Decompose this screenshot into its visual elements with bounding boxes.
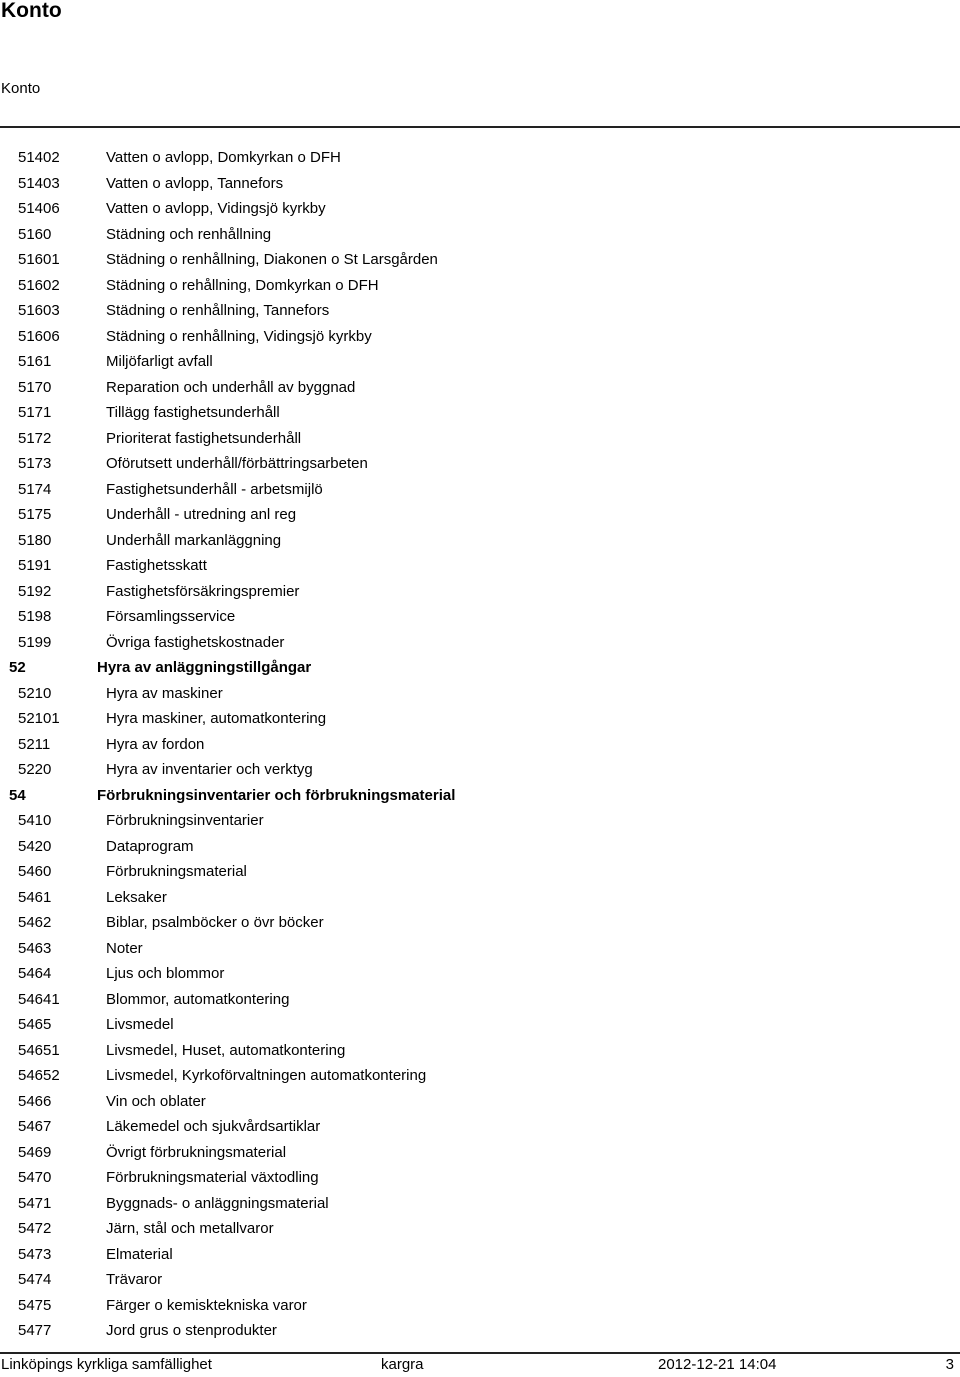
- page-title: Konto: [1, 0, 62, 22]
- account-row: [0, 1063, 960, 1089]
- account-code: 51606: [18, 327, 60, 345]
- account-row: [0, 1267, 960, 1293]
- account-description: Livsmedel, Huset, automatkontering: [106, 1041, 346, 1059]
- account-row: [0, 273, 960, 299]
- account-code: 5470: [18, 1169, 52, 1186]
- account-description: Leksaker: [106, 888, 167, 906]
- account-row: [0, 910, 960, 936]
- account-description: Fastighetsförsäkringspremier: [106, 582, 300, 600]
- account-row: [0, 426, 960, 452]
- account-group-row: [0, 783, 960, 809]
- footer-timestamp: 2012-12-21 14:04: [658, 1356, 777, 1373]
- account-code: 5461: [18, 888, 52, 906]
- account-code: 5192: [18, 582, 52, 600]
- account-description: Miljöfarligt avfall: [106, 353, 213, 370]
- account-row: [0, 1140, 960, 1166]
- account-description: Fastighetsunderhåll - arbetsmijlö: [106, 480, 323, 498]
- account-row: [0, 171, 960, 197]
- account-code: 51601: [18, 251, 60, 268]
- account-description: Förbrukningsmaterial växtodling: [106, 1169, 319, 1186]
- account-code: 52: [9, 659, 26, 676]
- account-description: Livsmedel, Kyrkoförvaltningen automatkontering: [106, 1067, 427, 1084]
- account-row: [0, 375, 960, 401]
- account-code: 52101: [18, 710, 60, 727]
- account-row: [0, 324, 960, 350]
- account-row: [0, 222, 960, 248]
- account-row: [0, 1242, 960, 1268]
- account-row: [0, 502, 960, 528]
- account-code: 5467: [18, 1118, 52, 1135]
- account-code: 5474: [18, 1271, 52, 1288]
- account-row: [0, 1191, 960, 1217]
- account-description: Byggnads- o anläggningsmaterial: [106, 1194, 329, 1212]
- account-row: [0, 451, 960, 477]
- account-row: [0, 1114, 960, 1140]
- account-description: Vatten o avlopp, Domkyrkan o DFH: [106, 149, 341, 166]
- account-row: [0, 579, 960, 605]
- account-description: Hyra av inventarier och verktyg: [106, 761, 313, 778]
- account-row: [0, 1012, 960, 1038]
- account-group-row: [0, 655, 960, 681]
- account-description: Livsmedel: [106, 1016, 174, 1033]
- account-code: 5463: [18, 939, 52, 957]
- footer-page-number: 3: [945, 1356, 954, 1373]
- account-row: [0, 1165, 960, 1191]
- account-code: 5220: [18, 761, 52, 778]
- account-code: 5462: [18, 914, 52, 931]
- account-code: 5410: [18, 812, 52, 829]
- account-row: [0, 808, 960, 834]
- account-description: Järn, stål och metallvaror: [106, 1220, 274, 1237]
- account-code: 5465: [18, 1016, 52, 1033]
- account-description: Vatten o avlopp, Tannefors: [106, 174, 284, 192]
- account-row: [0, 528, 960, 554]
- account-code: 5173: [18, 455, 52, 472]
- account-row: [0, 987, 960, 1013]
- account-description: Förbrukningsinventarier: [106, 812, 264, 829]
- account-description: Hyra av maskiner: [106, 684, 223, 702]
- account-row: [0, 604, 960, 630]
- account-description: Jord grus o stenprodukter: [106, 1322, 277, 1339]
- footer-divider: [0, 1352, 960, 1354]
- account-row: [0, 732, 960, 758]
- account-row: [0, 1089, 960, 1115]
- account-row: [0, 757, 960, 783]
- account-description: Städning o renhållning, Diakonen o St Larsgården: [106, 251, 438, 268]
- account-code: 54: [9, 786, 26, 804]
- account-code: 54652: [18, 1067, 60, 1084]
- account-code: 51602: [18, 276, 60, 294]
- account-description: Hyra maskiner, automatkontering: [106, 710, 327, 727]
- account-code: 51402: [18, 149, 60, 166]
- account-code: 5171: [18, 404, 52, 421]
- account-description: Vin och oblater: [106, 1092, 206, 1110]
- account-code: 5477: [18, 1322, 52, 1339]
- account-code: 51603: [18, 302, 60, 319]
- account-description: Förbrukningsinventarier och förbrukningsmaterial: [97, 786, 456, 804]
- account-description: Städning o rehållning, Domkyrkan o DFH: [106, 276, 379, 294]
- account-description: Prioriterat fastighetsunderhåll: [106, 429, 302, 447]
- account-row: [0, 247, 960, 273]
- account-row: [0, 1318, 960, 1344]
- account-row: [0, 630, 960, 656]
- account-code: 54641: [18, 990, 60, 1008]
- account-row: [0, 553, 960, 579]
- account-code: 5475: [18, 1296, 52, 1314]
- account-description: Biblar, psalmböcker o övr böcker: [106, 914, 324, 931]
- account-description: Oförutsett underhåll/förbättringsarbeten: [106, 455, 368, 472]
- account-row: [0, 298, 960, 324]
- account-row: [0, 477, 960, 503]
- account-description: Noter: [106, 939, 143, 957]
- account-code: 5469: [18, 1143, 52, 1161]
- account-description: Läkemedel och sjukvårdsartiklar: [106, 1118, 321, 1135]
- account-row: [0, 1216, 960, 1242]
- section-subtitle: Konto: [1, 80, 41, 97]
- account-code: 5170: [18, 378, 52, 396]
- footer-user: kargra: [381, 1356, 424, 1373]
- footer-organization: Linköpings kyrkliga samfällighet: [1, 1356, 212, 1373]
- account-description: Förbrukningsmaterial: [106, 863, 247, 880]
- account-description: Övrigt förbrukningsmaterial: [106, 1143, 287, 1161]
- account-description: Dataprogram: [106, 837, 194, 855]
- account-code: 5460: [18, 863, 52, 880]
- account-code: 5191: [18, 557, 52, 574]
- account-description: Reparation och underhåll av byggnad: [106, 378, 356, 396]
- account-code: 5175: [18, 506, 52, 523]
- account-code: 5464: [18, 965, 52, 982]
- account-description: Tillägg fastighetsunderhåll: [106, 404, 280, 421]
- account-row: [0, 885, 960, 911]
- account-description: Underhåll - utredning anl reg: [106, 506, 297, 523]
- account-row: [0, 1293, 960, 1319]
- account-code: 5174: [18, 480, 52, 498]
- account-code: 5172: [18, 429, 52, 447]
- account-code: 5473: [18, 1245, 52, 1263]
- account-row: [0, 349, 960, 375]
- account-code: 5210: [18, 684, 52, 702]
- account-row: [0, 859, 960, 885]
- account-description: Städning och renhållning: [106, 225, 272, 243]
- account-description: Församlingsservice: [106, 608, 236, 625]
- account-description: Trävaror: [106, 1271, 163, 1288]
- account-description: Städning o renhållning, Tannefors: [106, 302, 330, 319]
- account-row: [0, 145, 960, 171]
- account-code: 5211: [18, 735, 51, 753]
- account-row: [0, 681, 960, 707]
- account-description: Vatten o avlopp, Vidingsjö kyrkby: [106, 200, 326, 217]
- account-row: [0, 196, 960, 222]
- header-divider: [0, 126, 960, 128]
- account-row: [0, 936, 960, 962]
- account-code: 5198: [18, 608, 52, 625]
- account-description: Färger o kemisktekniska varor: [106, 1296, 307, 1314]
- account-code: 5420: [18, 837, 52, 855]
- account-description: Ljus och blommor: [106, 965, 225, 982]
- account-row: [0, 706, 960, 732]
- account-list: [0, 145, 960, 1344]
- account-code: 5180: [18, 531, 52, 549]
- account-row: [0, 834, 960, 860]
- account-code: 5161: [18, 353, 52, 370]
- account-description: Fastighetsskatt: [106, 557, 207, 574]
- account-code: 54651: [18, 1041, 60, 1059]
- account-description: Elmaterial: [106, 1245, 173, 1263]
- account-row: [0, 400, 960, 426]
- account-description: Hyra av fordon: [106, 735, 205, 753]
- account-description: Övriga fastighetskostnader: [106, 633, 285, 651]
- account-description: Blommor, automatkontering: [106, 990, 290, 1008]
- account-row: [0, 961, 960, 987]
- account-code: 5466: [18, 1092, 52, 1110]
- account-code: 51403: [18, 174, 60, 192]
- account-row: [0, 1038, 960, 1064]
- account-code: 5160: [18, 225, 52, 243]
- account-description: Hyra av anläggningstillgångar: [97, 659, 312, 676]
- account-description: Städning o renhållning, Vidingsjö kyrkby: [106, 327, 372, 345]
- account-code: 51406: [18, 200, 60, 217]
- account-description: Underhåll markanläggning: [106, 531, 282, 549]
- account-code: 5472: [18, 1220, 52, 1237]
- account-code: 5471: [18, 1194, 52, 1212]
- account-code: 5199: [18, 633, 52, 651]
